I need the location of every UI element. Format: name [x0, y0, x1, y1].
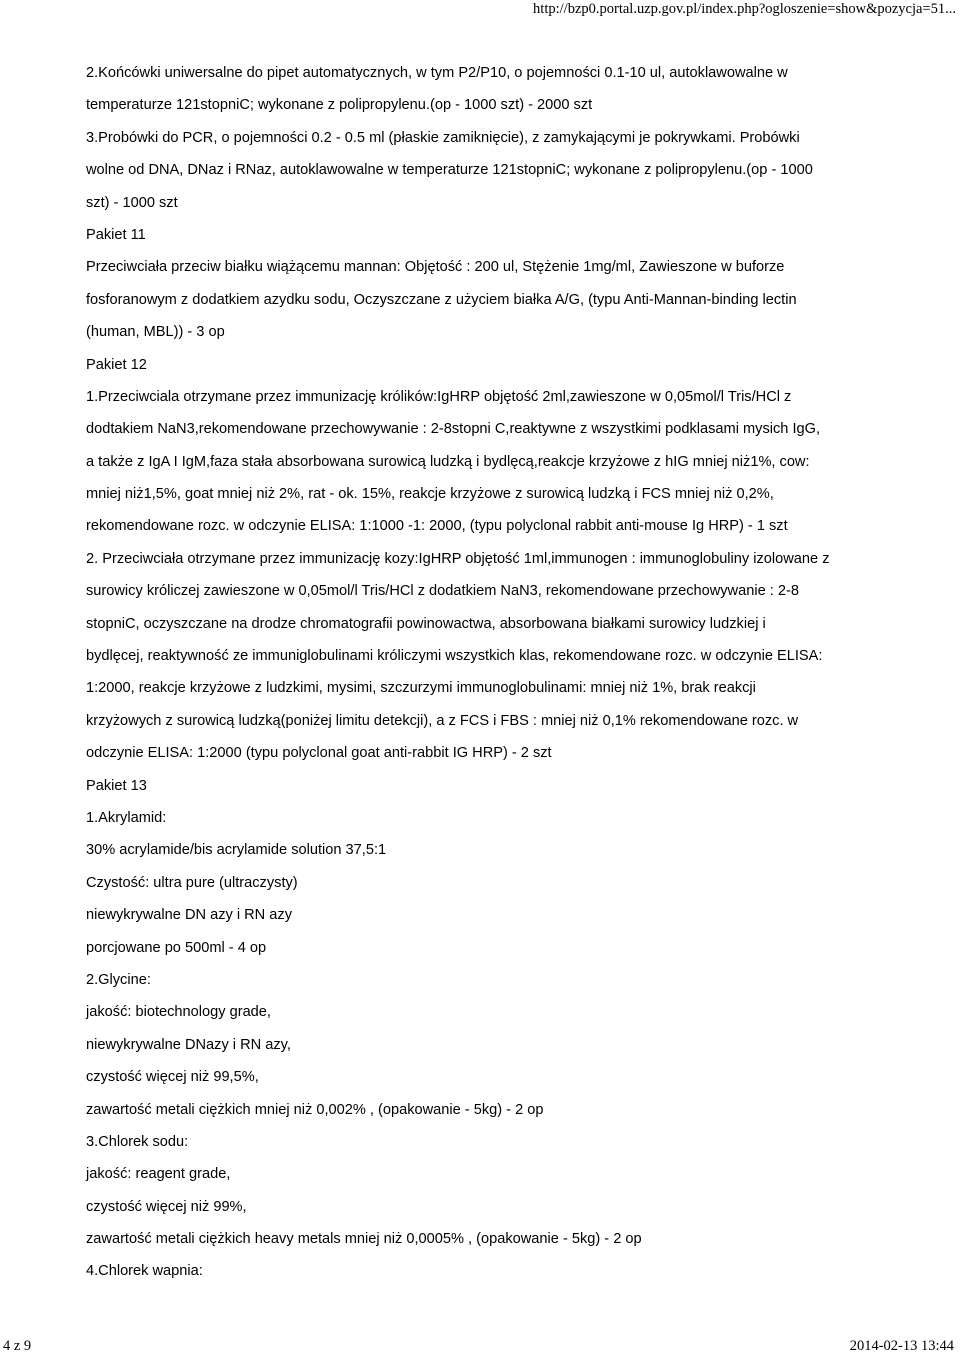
- text-line: czystość więcej niż 99%,: [86, 1198, 247, 1215]
- text-line: 4.Chlorek wapnia:: [86, 1263, 203, 1280]
- text-line: 2.Glycine:: [86, 971, 151, 988]
- text-line: 3.Probówki do PCR, o pojemności 0.2 - 0.5 ml (płaskie zamiknięcie), z zamykającymi je pokrywkami. Probówki: [86, 129, 800, 146]
- text-line: 3.Chlorek sodu:: [86, 1133, 189, 1150]
- text-line: szt) - 1000 szt: [86, 194, 178, 211]
- text-line: porcjowane po 500ml - 4 op: [86, 939, 267, 956]
- text-line: 2. Przeciwciała otrzymane przez immunizację kozy:IgHRP objętość 1ml,immunogen : immunoglobuliny izolowane z: [86, 550, 830, 567]
- text-line: niewykrywalne DNazy i RN azy,: [86, 1036, 291, 1053]
- text-line: stopniC, oczyszczane na drodze chromatografii powinowactwa, absorbowana białkami surowicy ludzkiej i: [86, 615, 766, 632]
- text-line: a także z IgA I IgM,faza stała absorbowana surowicą ludzką i bydlęcą,reakcje krzyżowe z hIG mniej niż1%, cow:: [86, 453, 810, 470]
- text-line: 30% acrylamide/bis acrylamide solution 37,5:1: [86, 842, 387, 859]
- text-line: mniej niż1,5%, goat mniej niż 2%, rat - ok. 15%, reakcje krzyżowe z surowicą ludzką i FCS mniej niż 0,2%,: [86, 486, 774, 503]
- text-line: Czystość: ultra pure (ultraczysty): [86, 874, 298, 891]
- text-line: zawartość metali ciężkich mniej niż 0,002% , (opakowanie - 5kg) - 2 op: [86, 1101, 544, 1118]
- text-line: jakość: reagent grade,: [86, 1166, 231, 1183]
- text-line: fosforanowym z dodatkiem azydku sodu, Oczyszczane z użyciem białka A/G, (typu Anti-Mannan-binding lectin: [86, 291, 797, 308]
- text-line: 1:2000, reakcje krzyżowe z ludzkimi, mysimi, szczurzymi immunoglobulinami: mniej niż 1%, brak reakcji: [86, 680, 756, 697]
- text-line: temperaturze 121stopniC; wykonane z polipropylenu.(op - 1000 szt) - 2000 szt: [86, 97, 593, 114]
- document-body: [86, 57, 946, 1288]
- page-header-url: http://bzp0.portal.uzp.gov.pl/index.php?ogloszenie=show&pozycja=51...: [533, 1, 956, 17]
- text-line: 1.Akrylamid:: [86, 809, 167, 826]
- page-number: 4 z 9: [3, 1338, 32, 1354]
- text-line: krzyżowych z surowicą ludzką(poniżej limitu detekcji), a z FCS i FBS : mniej niż 0,1% rekomendowane rozc. w: [86, 712, 799, 729]
- text-line: czystość więcej niż 99,5%,: [86, 1069, 259, 1086]
- section-heading-pakiet-11: Pakiet 11: [86, 226, 146, 243]
- text-line: surowicy króliczej zawieszone w 0,05mol/l Tris/HCl z dodatkiem NaN3, rekomendowane przechowywanie : 2-8: [86, 583, 799, 600]
- text-line: dodtakiem NaN3,rekomendowane przechowywanie : 2-8stopni C,reaktywne z wszystkimi podklasami mysich IgG,: [86, 421, 821, 438]
- section-heading-pakiet-12: Pakiet 12: [86, 356, 147, 373]
- text-line: 2.Końcówki uniwersalne do pipet automatycznych, w tym P2/P10, o pojemności 0.1-10 ul, autoklawowalne w: [86, 65, 788, 81]
- text-line: 1.Przeciwciala otrzymane przez immunizację królików:IgHRP objętość 2ml,zawieszone w 0,05mol/l Tris/HCl z: [86, 388, 792, 405]
- text-line: bydlęcej, reaktywność ze immuniglobulinami króliczymi wszystkich klas, rekomendowane rozc. w odczynie ELISA:: [86, 648, 823, 665]
- text-line: rekomendowane rozc. w odczynie ELISA: 1:1000 -1: 2000, (typu polyclonal rabbit anti-mouse Ig HRP) - 1 szt: [86, 518, 788, 535]
- text-line: Przeciwciała przeciw białku wiążącemu mannan: Objętość : 200 ul, Stężenie 1mg/ml, Zawieszone w buforze: [86, 259, 785, 276]
- text-line: zawartość metali ciężkich heavy metals mniej niż 0,0005% , (opakowanie - 5kg) - 2 op: [86, 1231, 642, 1248]
- text-line: odczynie ELISA: 1:2000 (typu polyclonal goat anti-rabbit IG HRP) - 2 szt: [86, 745, 552, 762]
- text-line: niewykrywalne DN azy i RN azy: [86, 907, 292, 924]
- section-heading-pakiet-13: Pakiet 13: [86, 777, 147, 794]
- print-datetime: 2014-02-13 13:44: [849, 1338, 954, 1354]
- text-line: (human, MBL)) - 3 op: [86, 324, 225, 341]
- text-line: wolne od DNA, DNaz i RNaz, autoklawowalne w temperaturze 121stopniC; wykonane z polipropylenu.(op - 1000: [86, 162, 813, 179]
- text-line: jakość: biotechnology grade,: [86, 1004, 271, 1021]
